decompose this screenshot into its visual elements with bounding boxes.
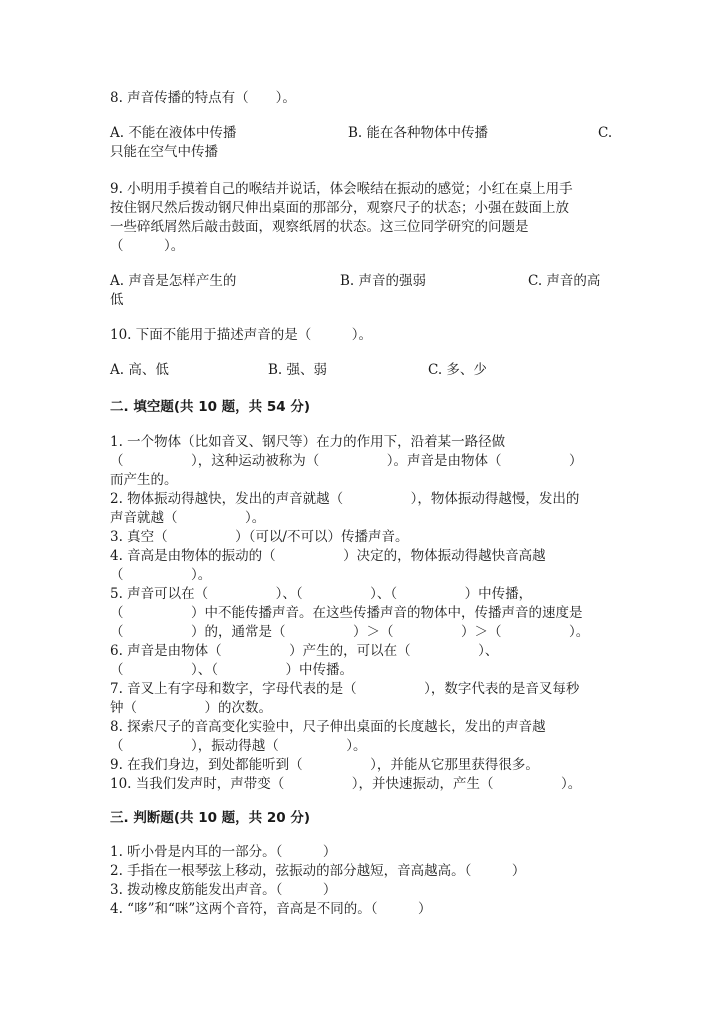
fill-line: （ ）、（ ）中传播。 <box>110 662 353 678</box>
fill-line: 9. 在我们身边，到处都能听到（ ），并能从它那里获得很多。 <box>110 757 539 773</box>
fill-line: （ ）中不能传播声音。在这些传播声音的物体中，传播声音的速度是 <box>110 605 583 621</box>
fill-line: 而产生的。 <box>110 472 178 488</box>
judge-line: 3. 拨动橡皮筋能发出声音。（ ） <box>110 882 337 898</box>
q8-stem: 8. 声音传播的特点有（ ）。 <box>110 90 296 106</box>
fill-line: （ ）。 <box>110 567 212 583</box>
q8-option-c-part1: C. <box>598 125 613 141</box>
fill-line: 1. 一个物体（比如音叉、钢尺等）在力的作用下，沿着某一路径做 <box>110 434 506 450</box>
q9-option-a: A. 声音是怎样产生的 <box>110 273 237 289</box>
q10-option-b: B. 强、弱 <box>268 362 328 378</box>
fill-line: 钟（ ）的次数。 <box>110 700 272 716</box>
fill-line: 7. 音叉上有字母和数字，字母代表的是（ ），数字代表的是音叉每秒 <box>110 681 580 697</box>
fill-line: 4. 音高是由物体的振动的（ ）决定的，物体振动得越快音高越 <box>110 548 546 564</box>
judge-line: 2. 手指在一根琴弦上移动，弦振动的部分越短，音高越高。（ ） <box>110 863 526 879</box>
q10-option-c: C. 多、少 <box>428 362 487 378</box>
fill-line: （ ），这种运动被称为（ ）。声音是由物体（ ） <box>110 453 583 469</box>
q10-stem: 10. 下面不能用于描述声音的是（ ）。 <box>110 327 373 343</box>
section-3-title: 三. 判断题(共 10 题，共 20 分) <box>110 810 311 826</box>
fill-line: 声音就越（ ）。 <box>110 510 266 526</box>
q9-stem-line-3: 一些碎纸屑然后敲击鼓面，观察纸屑的状态。这三位同学研究的问题是 <box>110 219 529 235</box>
q9-stem-line-4: （ ）。 <box>110 238 185 254</box>
q9-option-c-part1: C. 声音的高 <box>528 273 601 289</box>
q9-option-c-part2: 低 <box>110 292 124 308</box>
section-2-title: 二. 填空题(共 10 题，共 54 分) <box>110 399 311 415</box>
fill-line: 3. 真空（ ）（可以/不可以）传播声音。 <box>110 529 409 545</box>
q9-stem-line-1: 9. 小明用手摸着自己的喉结并说话，体会喉结在振动的感觉；小红在桌上用手 <box>110 181 573 197</box>
fill-line: 6. 声音是由物体（ ）产生的，可以在（ ）、 <box>110 643 499 659</box>
q8-option-a: A. 不能在液体中传播 <box>110 125 237 141</box>
q9-stem-line-2: 按住钢尺然后拨动钢尺伸出桌面的那部分，观察尺子的状态；小强在鼓面上放 <box>110 200 569 216</box>
fill-line: 8. 探索尺子的音高变化实验中，尺子伸出桌面的长度越长，发出的声音越 <box>110 719 546 735</box>
q9-option-b: B. 声音的强弱 <box>340 273 427 289</box>
judge-line: 4. “哆”和“咪”这两个音符，音高是不同的。（ ） <box>110 901 432 917</box>
judge-line: 1. 听小骨是内耳的一部分。（ ） <box>110 844 337 860</box>
q10-option-a: A. 高、低 <box>110 362 169 378</box>
q8-option-b: B. 能在各种物体中传播 <box>348 125 489 141</box>
fill-line: 10. 当我们发声时，声带变（ ），并快速振动，产生（ ）。 <box>110 776 582 792</box>
q8-option-c-part2: 只能在空气中传播 <box>110 144 218 160</box>
fill-line: （ ），振动得越（ ）。 <box>110 738 367 754</box>
fill-line: 5. 声音可以在（ ）、（ ）、（ ）中传播， <box>110 586 533 602</box>
fill-line: （ ）的，通常是（ ）＞（ ）＞（ ）。 <box>110 624 590 640</box>
fill-line: 2. 物体振动得越快，发出的声音就越（ ），物体振动得越慢，发出的 <box>110 491 580 507</box>
